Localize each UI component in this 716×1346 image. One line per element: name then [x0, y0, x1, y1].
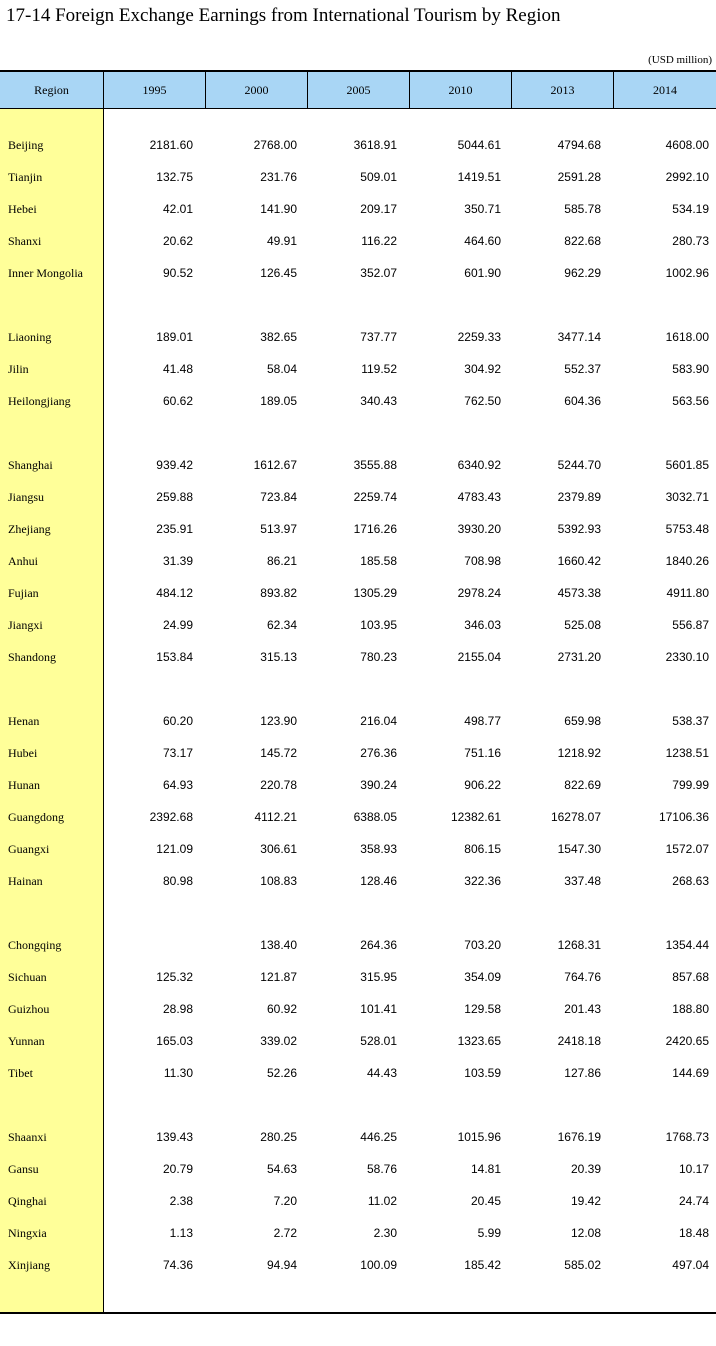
value-cell-2010: 703.20 [464, 938, 501, 952]
value-cell-1995: 73.17 [162, 746, 193, 760]
region-name: Tianjin [8, 170, 43, 184]
value-cell-2005: 11.02 [367, 1194, 397, 1208]
value-cell-2013: 16278.07 [550, 810, 601, 824]
value-cell-2013: 1268.31 [557, 938, 601, 952]
value-cell-2005: 209.17 [360, 202, 397, 216]
value-cell-2000: 54.63 [266, 1162, 297, 1176]
value-cell-2005: 44.43 [366, 1066, 397, 1080]
table-row [0, 1025, 716, 1057]
value-cell-2005: 6388.05 [353, 810, 397, 824]
value-cell-2010: 2978.24 [457, 586, 501, 600]
table-row [0, 1185, 716, 1217]
value-cell-2010: 1419.51 [457, 170, 501, 184]
value-cell-2014: 497.04 [672, 1258, 709, 1272]
value-cell-2005: 276.36 [360, 746, 397, 760]
region-name: Hubei [8, 746, 38, 760]
value-cell-2013: 19.42 [570, 1194, 601, 1208]
value-cell-1995: 939.42 [156, 458, 193, 472]
value-cell-2000: 280.25 [260, 1130, 297, 1144]
value-cell-1995: 41.48 [162, 362, 193, 376]
column-header-2014: 2014 [653, 83, 677, 97]
value-cell-2014: 17106.36 [658, 810, 709, 824]
value-cell-2013: 585.02 [564, 1258, 601, 1272]
value-cell-2014: 144.69 [672, 1066, 709, 1080]
value-cell-2014: 1238.51 [665, 746, 709, 760]
value-cell-1995: 165.03 [156, 1034, 193, 1048]
value-cell-1995: 28.98 [162, 1002, 193, 1016]
column-header-region: Region [0, 72, 104, 108]
table-row [0, 193, 716, 225]
value-cell-2010: 354.09 [464, 970, 501, 984]
value-cell-2005: 58.76 [366, 1162, 397, 1176]
value-cell-1995: 20.79 [162, 1162, 193, 1176]
value-cell-2005: 101.41 [360, 1002, 397, 1016]
value-cell-1995: 139.43 [156, 1130, 193, 1144]
value-cell-2005: 103.95 [360, 618, 397, 632]
value-cell-2005: 446.25 [360, 1130, 397, 1144]
region-name: Guizhou [8, 1002, 50, 1016]
value-cell-2010: 498.77 [464, 714, 501, 728]
region-name: Henan [8, 714, 40, 728]
table-row [0, 577, 716, 609]
value-cell-1995: 235.91 [156, 522, 193, 536]
value-cell-2014: 3032.71 [665, 490, 709, 504]
value-cell-2005: 1305.29 [353, 586, 397, 600]
value-cell-2014: 538.37 [672, 714, 709, 728]
value-cell-2013: 962.29 [564, 266, 601, 280]
region-name: Shanxi [8, 234, 42, 248]
table-row [0, 865, 716, 897]
value-cell-2014: 1354.44 [665, 938, 709, 952]
value-cell-2000: 2768.00 [253, 138, 297, 152]
value-cell-2010: 350.71 [464, 202, 501, 216]
value-cell-2013: 5392.93 [557, 522, 601, 536]
value-cell-2014: 799.99 [672, 778, 709, 792]
value-cell-2010: 4783.43 [457, 490, 501, 504]
value-cell-2013: 2379.89 [557, 490, 601, 504]
value-cell-2005: 528.01 [360, 1034, 397, 1048]
value-cell-2014: 1840.26 [665, 554, 709, 568]
value-cell-2000: 231.76 [260, 170, 297, 184]
value-cell-2013: 1547.30 [557, 842, 601, 856]
table-row [0, 161, 716, 193]
value-cell-2000: 62.34 [266, 618, 297, 632]
value-cell-2005: 2.30 [373, 1226, 397, 1240]
value-cell-1995: 60.20 [162, 714, 193, 728]
value-cell-2000: 52.26 [266, 1066, 297, 1080]
value-cell-2014: 280.73 [672, 234, 709, 248]
value-cell-2013: 604.36 [564, 394, 601, 408]
value-cell-2000: 121.87 [260, 970, 297, 984]
value-cell-2013: 12.08 [570, 1226, 601, 1240]
table-row [0, 993, 716, 1025]
value-cell-2005: 780.23 [360, 650, 397, 664]
table-row [0, 769, 716, 801]
table-row [0, 833, 716, 865]
region-name: Chongqing [8, 938, 62, 952]
table-row [0, 321, 716, 353]
region-name: Sichuan [8, 970, 47, 984]
value-cell-2013: 552.37 [564, 362, 601, 376]
value-cell-2014: 1618.00 [665, 330, 709, 344]
value-cell-2010: 762.50 [464, 394, 501, 408]
value-cell-2013: 127.86 [564, 1066, 601, 1080]
value-cell-2013: 1676.19 [557, 1130, 601, 1144]
value-cell-2005: 737.77 [360, 330, 397, 344]
value-cell-2013: 525.08 [564, 618, 601, 632]
value-cell-2000: 893.82 [260, 586, 297, 600]
value-cell-2010: 806.15 [464, 842, 501, 856]
unit-label: (USD million) [648, 54, 712, 66]
value-cell-2013: 20.39 [570, 1162, 601, 1176]
region-name: Ningxia [8, 1226, 47, 1240]
value-cell-2010: 185.42 [464, 1258, 501, 1272]
value-cell-2014: 18.48 [678, 1226, 709, 1240]
table-row [0, 737, 716, 769]
page-title: 17-14 Foreign Exchange Earnings from International Tourism by Region [6, 5, 561, 26]
region-name: Shanghai [8, 458, 53, 472]
value-cell-2000: 86.21 [266, 554, 297, 568]
value-cell-2010: 5044.61 [457, 138, 501, 152]
value-cell-2010: 322.36 [464, 874, 501, 888]
value-cell-2010: 20.45 [470, 1194, 501, 1208]
region-name: Zhejiang [8, 522, 51, 536]
value-cell-1995: 132.75 [156, 170, 193, 184]
region-name: Gansu [8, 1162, 39, 1176]
value-cell-2005: 264.36 [360, 938, 397, 952]
value-cell-1995: 64.93 [162, 778, 193, 792]
value-cell-1995: 74.36 [162, 1258, 193, 1272]
table-row [0, 449, 716, 481]
value-cell-2005: 216.04 [360, 714, 397, 728]
value-cell-2014: 2330.10 [665, 650, 709, 664]
table-row [0, 545, 716, 577]
value-cell-1995: 42.01 [162, 202, 193, 216]
value-cell-2010: 601.90 [464, 266, 501, 280]
value-cell-2014: 5753.48 [665, 522, 709, 536]
region-name: Qinghai [8, 1194, 47, 1208]
value-cell-2014: 10.17 [678, 1162, 709, 1176]
value-cell-1995: 484.12 [156, 586, 193, 600]
table-row [0, 961, 716, 993]
value-cell-2014: 857.68 [672, 970, 709, 984]
value-cell-2000: 126.45 [260, 266, 297, 280]
table-row [0, 1249, 716, 1281]
value-cell-1995: 80.98 [162, 874, 193, 888]
region-name: Jiangsu [8, 490, 44, 504]
value-cell-2000: 382.65 [260, 330, 297, 344]
value-cell-1995: 2392.68 [149, 810, 193, 824]
value-cell-2000: 220.78 [260, 778, 297, 792]
region-name: Inner Mongolia [8, 266, 83, 280]
value-cell-2013: 3477.14 [557, 330, 601, 344]
region-name: Liaoning [8, 330, 52, 344]
value-cell-2014: 534.19 [672, 202, 709, 216]
value-cell-2000: 108.83 [260, 874, 297, 888]
value-cell-2005: 119.52 [361, 362, 397, 376]
value-cell-2013: 764.76 [564, 970, 601, 984]
value-cell-2013: 4794.68 [557, 138, 601, 152]
table-row [0, 385, 716, 417]
value-cell-2013: 2731.20 [557, 650, 601, 664]
value-cell-2000: 123.90 [260, 714, 297, 728]
value-cell-1995: 153.84 [156, 650, 193, 664]
value-cell-2013: 2591.28 [557, 170, 601, 184]
value-cell-2013: 2418.18 [557, 1034, 601, 1048]
value-cell-2005: 3555.88 [353, 458, 397, 472]
value-cell-2000: 7.20 [273, 1194, 297, 1208]
column-header-2000: 2000 [206, 72, 308, 108]
value-cell-2000: 58.04 [266, 362, 297, 376]
table-row [0, 225, 716, 257]
value-cell-2014: 188.80 [672, 1002, 709, 1016]
value-cell-2005: 3618.91 [353, 138, 397, 152]
column-header-2005: 2005 [308, 72, 410, 108]
table-row [0, 609, 716, 641]
value-cell-2013: 822.69 [564, 778, 601, 792]
column-header-1995: 1995 [104, 72, 206, 108]
region-name: Hainan [8, 874, 43, 888]
value-cell-1995: 1.13 [169, 1226, 193, 1240]
value-cell-2014: 1002.96 [665, 266, 709, 280]
value-cell-2014: 556.87 [672, 618, 709, 632]
table-row [0, 129, 716, 161]
value-cell-2000: 138.40 [260, 938, 297, 952]
value-cell-2000: 141.90 [260, 202, 297, 216]
value-cell-2010: 464.60 [464, 234, 501, 248]
value-cell-2013: 4573.38 [557, 586, 601, 600]
value-cell-2010: 304.92 [464, 362, 501, 376]
value-cell-2010: 129.58 [464, 1002, 501, 1016]
value-cell-2013: 822.68 [564, 234, 601, 248]
value-cell-1995: 90.52 [162, 266, 193, 280]
column-header-2010: 2010 [410, 72, 512, 108]
value-cell-2013: 585.78 [564, 202, 601, 216]
data-table [0, 70, 716, 1314]
value-cell-2010: 1015.96 [457, 1130, 501, 1144]
table-row [0, 705, 716, 737]
table-row [0, 1057, 716, 1089]
region-name: Hebei [8, 202, 37, 216]
value-cell-2014: 583.90 [672, 362, 709, 376]
value-cell-2013: 1660.42 [557, 554, 601, 568]
value-cell-2000: 306.61 [260, 842, 297, 856]
value-cell-2010: 103.59 [464, 1066, 501, 1080]
value-cell-1995: 2.38 [169, 1194, 193, 1208]
region-name: Yunnan [8, 1034, 45, 1048]
table-row [0, 257, 716, 289]
value-cell-2013: 201.43 [564, 1002, 601, 1016]
value-cell-2005: 2259.74 [353, 490, 397, 504]
value-cell-2005: 340.43 [360, 394, 397, 408]
value-cell-2014: 2420.65 [665, 1034, 709, 1048]
table-bottom-rule [0, 1312, 716, 1314]
value-cell-2005: 315.95 [360, 970, 397, 984]
table-row [0, 513, 716, 545]
table-row [0, 481, 716, 513]
value-cell-2014: 4911.80 [666, 586, 709, 600]
value-cell-2000: 1612.67 [253, 458, 297, 472]
value-cell-1995: 189.01 [156, 330, 193, 344]
region-name: Jiangxi [8, 618, 43, 632]
value-cell-1995: 24.99 [162, 618, 193, 632]
table-row [0, 1217, 716, 1249]
value-cell-2000: 49.91 [266, 234, 297, 248]
value-cell-2000: 315.13 [260, 650, 297, 664]
region-name: Tibet [8, 1066, 33, 1080]
table-row [0, 353, 716, 385]
value-cell-2014: 563.56 [672, 394, 709, 408]
value-cell-2014: 24.74 [678, 1194, 709, 1208]
value-cell-2013: 659.98 [564, 714, 601, 728]
value-cell-1995: 121.09 [156, 842, 193, 856]
region-name: Fujian [8, 586, 39, 600]
value-cell-2010: 2155.04 [457, 650, 501, 664]
value-cell-2000: 60.92 [266, 1002, 297, 1016]
value-cell-2005: 116.22 [361, 234, 397, 248]
region-name: Beijing [8, 138, 44, 152]
value-cell-1995: 20.62 [162, 234, 193, 248]
value-cell-1995: 11.30 [163, 1066, 193, 1080]
value-cell-2010: 14.81 [470, 1162, 501, 1176]
region-name: Xinjiang [8, 1258, 50, 1272]
value-cell-2013: 5244.70 [557, 458, 601, 472]
value-cell-2000: 339.02 [260, 1034, 297, 1048]
region-name: Jilin [8, 362, 29, 376]
value-cell-2010: 751.16 [464, 746, 501, 760]
value-cell-2014: 5601.85 [665, 458, 709, 472]
value-cell-2005: 185.58 [360, 554, 397, 568]
value-cell-2014: 4608.00 [665, 138, 709, 152]
value-cell-2013: 337.48 [564, 874, 601, 888]
region-name: Shaanxi [8, 1130, 47, 1144]
table-header [0, 72, 716, 109]
column-header-2013: 2013 [512, 72, 614, 108]
value-cell-2000: 189.05 [260, 394, 297, 408]
value-cell-2010: 5.99 [477, 1226, 501, 1240]
table-row [0, 1121, 716, 1153]
value-cell-2000: 513.97 [260, 522, 297, 536]
value-cell-2010: 6340.92 [457, 458, 501, 472]
value-cell-2005: 352.07 [360, 266, 397, 280]
table-body [0, 109, 716, 1312]
value-cell-2005: 1716.26 [353, 522, 397, 536]
value-cell-2010: 3930.20 [457, 522, 501, 536]
value-cell-2010: 2259.33 [457, 330, 501, 344]
value-cell-2000: 2.72 [273, 1226, 297, 1240]
value-cell-1995: 31.39 [162, 554, 193, 568]
region-name: Guangxi [8, 842, 50, 856]
value-cell-2005: 509.01 [360, 170, 397, 184]
value-cell-1995: 2181.60 [149, 138, 193, 152]
value-cell-2005: 358.93 [360, 842, 397, 856]
value-cell-2010: 1323.65 [457, 1034, 501, 1048]
value-cell-2000: 4112.21 [254, 810, 297, 824]
table-row [0, 1153, 716, 1185]
region-name: Hunan [8, 778, 40, 792]
region-name: Guangdong [8, 810, 64, 824]
value-cell-1995: 259.88 [156, 490, 193, 504]
value-cell-2010: 708.98 [464, 554, 501, 568]
region-name: Heilongjiang [8, 394, 71, 408]
value-cell-2010: 906.22 [464, 778, 501, 792]
value-cell-1995: 60.62 [162, 394, 193, 408]
value-cell-2005: 390.24 [360, 778, 397, 792]
value-cell-2000: 94.94 [266, 1258, 297, 1272]
value-cell-2014: 1768.73 [665, 1130, 709, 1144]
table-row [0, 801, 716, 833]
value-cell-2014: 268.63 [672, 874, 709, 888]
table-row [0, 929, 716, 961]
value-cell-1995: 125.32 [156, 970, 193, 984]
value-cell-2014: 1572.07 [665, 842, 709, 856]
value-cell-2000: 723.84 [260, 490, 297, 504]
region-name: Shandong [8, 650, 56, 664]
value-cell-2014: 2992.10 [665, 170, 709, 184]
region-name: Anhui [8, 554, 38, 568]
value-cell-2010: 346.03 [464, 618, 501, 632]
value-cell-2005: 128.46 [360, 874, 397, 888]
table-row [0, 641, 716, 673]
value-cell-2000: 145.72 [260, 746, 297, 760]
value-cell-2013: 1218.92 [557, 746, 601, 760]
value-cell-2010: 12382.61 [450, 810, 501, 824]
value-cell-2005: 100.09 [360, 1258, 397, 1272]
